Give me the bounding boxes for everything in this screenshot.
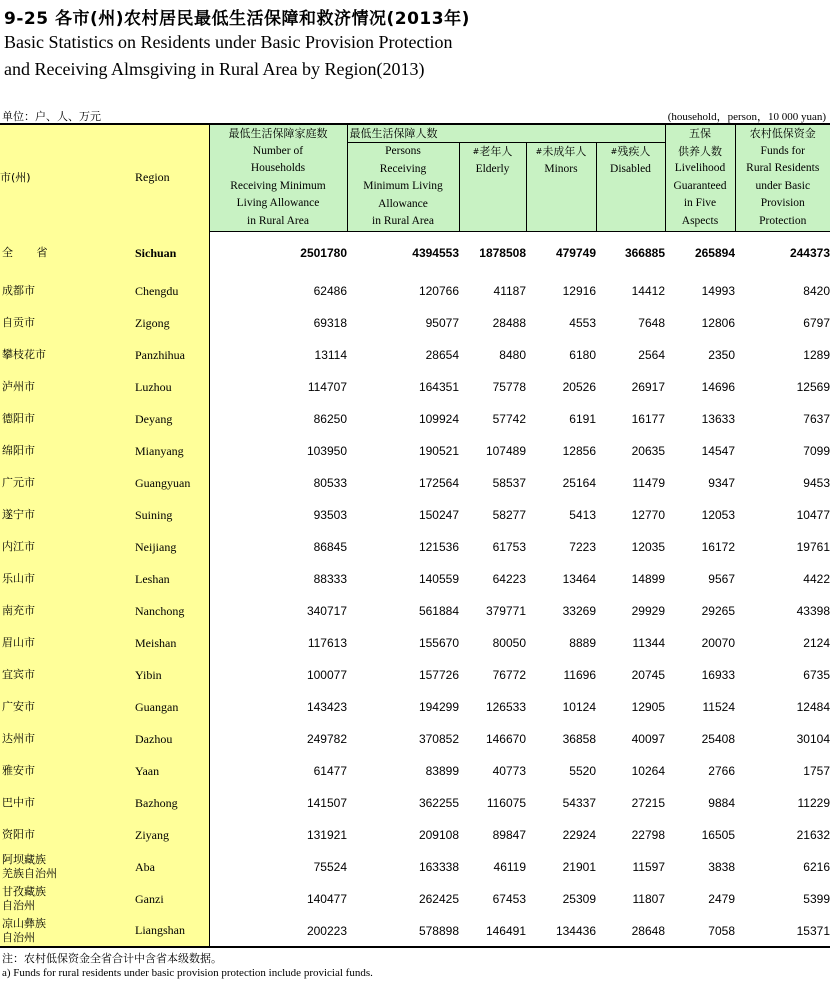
- cell-five: 12053: [701, 508, 735, 522]
- header-minors-mark: #: [535, 147, 543, 156]
- header-region: Region: [134, 124, 209, 231]
- cell-city-cn: 宜宾市: [0, 659, 134, 691]
- cell-disabled: 14899: [631, 572, 665, 586]
- cell-five: 13633: [701, 412, 735, 426]
- table-row: [0, 371, 830, 403]
- cell-disabled: 20745: [631, 668, 665, 682]
- header-persons-en-line: Allowance: [378, 197, 428, 210]
- cell-region-en: Liangshan: [134, 915, 209, 947]
- cell-region-en: Chengdu: [134, 275, 209, 307]
- table-row: [0, 531, 830, 563]
- cell-households: 61477: [313, 764, 347, 778]
- cell-city-cn: 广安市: [0, 691, 134, 723]
- cell-households: 200223: [209, 915, 347, 947]
- cell-city-cn: 乐山市: [0, 563, 134, 595]
- table-row: [0, 851, 830, 883]
- cell-elderly: 75778: [492, 380, 526, 394]
- cell-disabled: 12035: [631, 540, 665, 554]
- header-funds-en-line: Funds for: [760, 144, 805, 157]
- cell-five: 16172: [701, 540, 735, 554]
- cell-minors: 6180: [569, 348, 596, 362]
- header-funds-en-line: under Basic: [755, 179, 811, 192]
- cell-five: 9567: [708, 572, 735, 586]
- cell-city-cn: 成都市: [0, 275, 134, 307]
- cell-funds: 7099: [803, 444, 830, 458]
- cell-disabled: 29929: [631, 604, 665, 618]
- cell-funds: 15371: [735, 915, 830, 947]
- cell-city-cn: 巴中市: [0, 787, 134, 819]
- header-persons-en-line: Persons: [385, 145, 421, 157]
- cell-disabled: 366885: [624, 246, 665, 261]
- cell-city-cn: 攀枝花市: [0, 339, 134, 371]
- cell-city-cn: 雅安市: [0, 755, 134, 787]
- cell-disabled: 11479: [632, 476, 665, 490]
- header-households-cn: 最低生活保障家庭数: [209, 124, 347, 143]
- header-disabled-en: Disabled: [610, 162, 651, 175]
- cell-elderly: 28488: [492, 316, 526, 330]
- table-row: [0, 403, 830, 435]
- header-city-cn: 市(州): [0, 124, 134, 231]
- table-row: [0, 787, 830, 819]
- cell-minors: 12856: [562, 444, 596, 458]
- cell-city-cn: 内江市: [0, 531, 134, 563]
- cell-households: 13114: [314, 348, 347, 362]
- table-row: [0, 723, 830, 755]
- cell-disabled: 14412: [631, 284, 665, 298]
- cell-persons: 121536: [418, 540, 459, 554]
- cell-disabled: 2564: [638, 348, 665, 362]
- cell-region-en: Panzhihua: [134, 339, 209, 371]
- cell-persons: 109924: [418, 412, 459, 426]
- cell-minors: 10124: [562, 700, 596, 714]
- header-funds: [735, 143, 830, 232]
- table-row: [0, 231, 830, 275]
- header-persons-en: [347, 143, 459, 232]
- cell-minors: 22924: [562, 828, 596, 842]
- cell-elderly: 146670: [485, 732, 526, 746]
- header-five-cn1: 五保: [665, 124, 735, 143]
- cell-minors: 13464: [562, 572, 596, 586]
- cell-persons: 370852: [418, 732, 459, 746]
- cell-city-cn: 绵阳市: [0, 435, 134, 467]
- table-row: [0, 499, 830, 531]
- table-row: [0, 307, 830, 339]
- cell-households: 69318: [313, 316, 347, 330]
- cell-city-cn-line: 阿坝藏族: [2, 853, 46, 866]
- cell-region-en: Mianyang: [134, 435, 209, 467]
- cell-funds: 12484: [796, 700, 830, 714]
- cell-five: 7058: [665, 915, 735, 947]
- cell-funds: 244373: [789, 246, 830, 261]
- cell-minors: 5413: [569, 508, 596, 522]
- cell-funds: 12569: [796, 380, 830, 394]
- table-row: [0, 339, 830, 371]
- cell-households: 86250: [313, 412, 347, 426]
- cell-persons: 561884: [418, 604, 459, 618]
- table-title-en-line2: and Receiving Almsgiving in Rural Area by Region(2013): [4, 59, 425, 79]
- cell-persons: 190521: [418, 444, 459, 458]
- cell-five: 11524: [702, 700, 735, 714]
- cell-region-en: Sichuan: [134, 231, 209, 275]
- cell-elderly: 8480: [499, 348, 526, 362]
- header-disabled-mark: #: [610, 147, 618, 156]
- header-persons-en-line: Receiving: [379, 162, 427, 175]
- cell-households: 88333: [313, 572, 347, 586]
- cell-households: 117613: [307, 636, 347, 650]
- cell-minors: 21901: [562, 860, 596, 874]
- cell-elderly: 46119: [493, 860, 526, 874]
- cell-region-en: Ziyang: [134, 819, 209, 851]
- header-five-en-line: Guaranteed: [673, 179, 727, 192]
- cell-minors: 11696: [563, 668, 596, 682]
- table-row: [0, 755, 830, 787]
- statistics-table: [0, 123, 830, 948]
- cell-funds: 43398: [796, 604, 830, 618]
- cell-minors: 25164: [562, 476, 596, 490]
- cell-region-en: Meishan: [134, 627, 209, 659]
- cell-five: 2766: [708, 764, 735, 778]
- table-body: [0, 231, 830, 947]
- cell-persons: 262425: [418, 892, 459, 906]
- cell-elderly: 40773: [492, 764, 526, 778]
- cell-city-cn: [0, 883, 134, 915]
- header-disabled-cn: 残疾人: [617, 145, 651, 158]
- table-row: [0, 563, 830, 595]
- cell-minors: 134436: [526, 915, 596, 947]
- cell-disabled: 11597: [632, 860, 665, 874]
- header-elderly-cn: 老年人: [479, 145, 513, 158]
- cell-persons: 164351: [418, 380, 459, 394]
- cell-funds: 11229: [797, 796, 830, 810]
- cell-minors: 4553: [569, 316, 596, 330]
- cell-persons: 172564: [418, 476, 459, 490]
- cell-elderly: 58537: [492, 476, 526, 490]
- cell-households: 75524: [313, 860, 347, 874]
- cell-persons: 362255: [418, 796, 459, 810]
- header-households-en-line: Number of: [252, 144, 304, 157]
- cell-persons: 578898: [347, 915, 459, 947]
- cell-persons: 194299: [418, 700, 459, 714]
- cell-region-en: Yibin: [134, 659, 209, 691]
- cell-city-cn: 全 省: [0, 231, 134, 275]
- cell-city-cn-line: 自治州: [2, 899, 35, 912]
- table-row: [0, 275, 830, 307]
- cell-funds: 7637: [803, 412, 830, 426]
- cell-city-cn: [0, 915, 134, 947]
- cell-elderly: 146491: [459, 915, 526, 947]
- table-row: [0, 691, 830, 723]
- cell-households: 114707: [307, 380, 347, 394]
- cell-elderly: 116075: [486, 796, 526, 810]
- cell-region-en: Bazhong: [134, 787, 209, 819]
- table-row: [0, 915, 830, 947]
- cell-city-cn: 达州市: [0, 723, 134, 755]
- cell-region-en: Guangan: [134, 691, 209, 723]
- cell-elderly: 89847: [492, 828, 526, 842]
- cell-five: 3838: [708, 860, 735, 874]
- cell-five: 2479: [708, 892, 735, 906]
- cell-households: 340717: [306, 604, 347, 618]
- cell-city-cn-line: 甘孜藏族: [2, 885, 46, 898]
- cell-region-en: Luzhou: [134, 371, 209, 403]
- cell-households: 93503: [313, 508, 347, 522]
- cell-five: 265894: [694, 246, 735, 261]
- header-five-en-line: Aspects: [681, 214, 719, 227]
- table-row: [0, 467, 830, 499]
- header-persons-cn: 最低生活保障人数: [347, 124, 665, 143]
- cell-households: 80533: [313, 476, 347, 490]
- cell-city-cn: 眉山市: [0, 627, 134, 659]
- header-five-cn2: 供养人数: [678, 144, 722, 158]
- cell-funds: 8420: [803, 284, 830, 298]
- table-row: [0, 435, 830, 467]
- cell-region-en: Neijiang: [134, 531, 209, 563]
- header-five-en-line: in Five: [683, 197, 717, 209]
- cell-minors: 479749: [555, 246, 596, 261]
- cell-minors: 36858: [562, 732, 596, 746]
- cell-city-cn: 遂宁市: [0, 499, 134, 531]
- cell-minors: 33269: [562, 604, 596, 618]
- table-title-cn: 9-25 各市(州)农村居民最低生活保障和救济情况(2013年): [4, 9, 470, 29]
- cell-persons: 95077: [425, 316, 459, 330]
- cell-minors: 5520: [569, 764, 596, 778]
- unit-label-cn: 单位：户、人、万元: [2, 110, 101, 123]
- cell-persons: 155670: [418, 636, 459, 650]
- cell-five: 14696: [701, 380, 735, 394]
- cell-households: 131921: [306, 828, 347, 842]
- table-row: [0, 659, 830, 691]
- cell-elderly: 67453: [492, 892, 526, 906]
- cell-persons: 120766: [418, 284, 459, 298]
- cell-persons: 150247: [418, 508, 459, 522]
- cell-funds: 6216: [803, 860, 830, 874]
- cell-elderly: 107489: [485, 444, 526, 458]
- cell-region-en: Aba: [134, 851, 209, 883]
- header-five-en-line: Livelihood: [674, 162, 726, 174]
- footnote-en: a) Funds for rural residents under basic provision protection include provicial funds.: [2, 967, 373, 979]
- header-funds-cn: 农村低保资金: [735, 124, 830, 143]
- table-row: [0, 595, 830, 627]
- header-households-en-line: Households: [250, 162, 306, 174]
- header-persons-en-line: in Rural Area: [372, 215, 434, 227]
- header-minors-en: Minors: [544, 162, 578, 175]
- cell-persons: 163338: [418, 860, 459, 874]
- cell-city-cn: [0, 851, 134, 883]
- cell-funds: 6735: [803, 668, 830, 682]
- cell-households: 103950: [306, 444, 347, 458]
- cell-elderly: 58277: [492, 508, 526, 522]
- header-households-en-line: Receiving Minimum: [230, 179, 326, 192]
- header-five: [665, 143, 735, 232]
- cell-funds: 2124: [803, 636, 830, 650]
- cell-five: 16505: [701, 828, 735, 842]
- cell-households: 86845: [313, 540, 347, 554]
- cell-five: 9347: [708, 476, 735, 490]
- cell-persons: 140559: [418, 572, 459, 586]
- cell-funds: 5399: [803, 892, 830, 906]
- cell-region-en: Yaan: [134, 755, 209, 787]
- footnote-cn: 注：农村低保资金全省合计中含省本级数据。: [2, 952, 222, 965]
- cell-funds: 1289: [803, 348, 830, 362]
- cell-funds: 19761: [796, 540, 830, 554]
- cell-households: 100077: [306, 668, 347, 682]
- cell-disabled: 11344: [632, 636, 665, 650]
- cell-elderly: 126533: [485, 700, 526, 714]
- cell-disabled: 40097: [631, 732, 665, 746]
- cell-households: 62486: [313, 284, 347, 298]
- header-funds-en-line: Protection: [759, 214, 807, 227]
- header-households-en-line: in Rural Area: [247, 214, 309, 227]
- cell-disabled: 12905: [631, 700, 665, 714]
- cell-persons: 209108: [418, 828, 459, 842]
- cell-disabled: 11807: [632, 892, 665, 906]
- cell-households: 249782: [306, 732, 347, 746]
- header-elderly-en: Elderly: [475, 162, 510, 175]
- cell-minors: 6191: [569, 412, 596, 426]
- cell-elderly: 61753: [492, 540, 526, 554]
- cell-elderly: 1878508: [479, 246, 526, 261]
- cell-five: 14993: [701, 284, 735, 298]
- cell-disabled: 12770: [631, 508, 665, 522]
- cell-disabled: 10264: [631, 764, 665, 778]
- cell-five: 2350: [708, 348, 735, 362]
- table-header: [0, 124, 830, 231]
- table-title-en-line1: Basic Statistics on Residents under Basic Provision Protection: [4, 32, 453, 52]
- cell-disabled: 20635: [631, 444, 665, 458]
- table-row: [0, 883, 830, 915]
- cell-elderly: 80050: [492, 636, 526, 650]
- cell-funds: 21632: [796, 828, 830, 842]
- header-persons-en-line: Minimum Living: [363, 180, 443, 192]
- header-households-en-line: Living Allowance: [236, 197, 320, 209]
- cell-five: 20070: [701, 636, 735, 650]
- cell-city-cn: 自贡市: [0, 307, 134, 339]
- cell-five: 12806: [701, 316, 735, 330]
- cell-five: 14547: [701, 444, 735, 458]
- cell-persons: 83899: [425, 764, 459, 778]
- cell-funds: 10477: [796, 508, 830, 522]
- cell-city-cn: 广元市: [0, 467, 134, 499]
- table-row: [0, 627, 830, 659]
- cell-disabled: 26917: [631, 380, 665, 394]
- cell-persons: 4394553: [412, 246, 459, 261]
- cell-elderly: 76772: [492, 668, 526, 682]
- cell-five: 29265: [701, 604, 735, 618]
- cell-region-en: Nanchong: [134, 595, 209, 627]
- cell-city-cn: 南充市: [0, 595, 134, 627]
- cell-households: 141507: [306, 796, 347, 810]
- cell-elderly: 41187: [493, 284, 526, 298]
- cell-funds: 4422: [803, 572, 830, 586]
- cell-funds: 1757: [803, 764, 830, 778]
- cell-region-en: Suining: [134, 499, 209, 531]
- cell-city-cn: 德阳市: [0, 403, 134, 435]
- cell-city-cn: 泸州市: [0, 371, 134, 403]
- cell-minors: 25309: [562, 892, 596, 906]
- cell-funds: 9453: [803, 476, 830, 490]
- cell-city-cn: 资阳市: [0, 819, 134, 851]
- cell-city-cn-line: 羌族自治州: [2, 867, 57, 880]
- cell-region-en: Guangyuan: [134, 467, 209, 499]
- cell-disabled: 27215: [631, 796, 665, 810]
- cell-elderly: 57742: [492, 412, 526, 426]
- cell-minors: 20526: [562, 380, 596, 394]
- cell-five: 16933: [701, 668, 735, 682]
- cell-disabled: 28648: [596, 915, 665, 947]
- cell-minors: 7223: [569, 540, 596, 554]
- cell-disabled: 22798: [631, 828, 665, 842]
- header-elderly-mark: #: [472, 147, 480, 156]
- header-minors-cn: 未成年人: [542, 145, 587, 158]
- cell-households: 143423: [306, 700, 347, 714]
- header-funds-en-line: Provision: [760, 197, 805, 209]
- cell-funds: 30104: [796, 732, 830, 746]
- header-households-en: [209, 143, 347, 232]
- cell-elderly: 379771: [485, 604, 526, 618]
- cell-households: 2501780: [300, 246, 347, 261]
- cell-persons: 157726: [418, 668, 459, 682]
- cell-five: 25408: [701, 732, 735, 746]
- header-minors: [526, 143, 596, 232]
- cell-elderly: 64223: [492, 572, 526, 586]
- unit-label-en: (household，person，10 000 yuan): [667, 111, 826, 123]
- cell-minors: 54337: [562, 796, 596, 810]
- cell-funds: 6797: [803, 316, 830, 330]
- cell-region-en: Deyang: [134, 403, 209, 435]
- cell-minors: 8889: [569, 636, 596, 650]
- cell-region-en: Dazhou: [134, 723, 209, 755]
- cell-households: 140477: [306, 892, 347, 906]
- cell-city-cn-line: 自治州: [2, 930, 35, 944]
- header-disabled: [596, 143, 665, 232]
- header-elderly: [459, 143, 526, 232]
- cell-persons: 28654: [425, 348, 459, 362]
- cell-minors: 12916: [562, 284, 596, 298]
- table-row: [0, 819, 830, 851]
- cell-region-en: Leshan: [134, 563, 209, 595]
- cell-city-cn-line: 凉山彝族: [2, 916, 46, 930]
- cell-five: 9884: [708, 796, 735, 810]
- cell-disabled: 7648: [638, 316, 665, 330]
- header-funds-en-line: Rural Residents: [746, 162, 820, 174]
- cell-disabled: 16177: [631, 412, 665, 426]
- cell-region-en: Ganzi: [134, 883, 209, 915]
- cell-region-en: Zigong: [134, 307, 209, 339]
